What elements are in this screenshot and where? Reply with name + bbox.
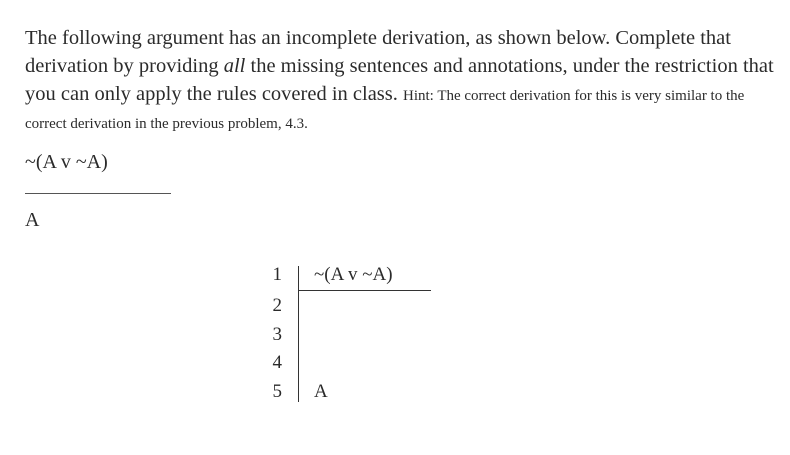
instructions-text-continued: the missing sentences and annotations, under the restriction that you can only apply the rules covered in class.	[25, 55, 774, 105]
line-sentence-5: A	[314, 381, 328, 402]
line-number-4: 4	[272, 352, 282, 373]
hint-text: Hint: The correct derivation for this is very similar to the correct derivation in the previous problem, 4.3.	[25, 88, 745, 132]
instructions-text: The following argument has an incomplete derivation, as shown below. Complete that derivation by providing	[25, 27, 731, 77]
argument-premise: ~(A v ~A)	[25, 151, 108, 173]
line-number-5: 5	[272, 381, 282, 402]
line-sentence-1: ~(A v ~A)	[314, 264, 393, 285]
line-number-1: 1	[272, 264, 282, 285]
emphasis-all: all	[223, 55, 246, 77]
premise-underline	[298, 290, 431, 291]
line-number-2: 2	[272, 295, 282, 316]
argument-conclusion: A	[25, 209, 40, 231]
scope-line	[298, 266, 299, 402]
line-number-3: 3	[272, 324, 282, 345]
